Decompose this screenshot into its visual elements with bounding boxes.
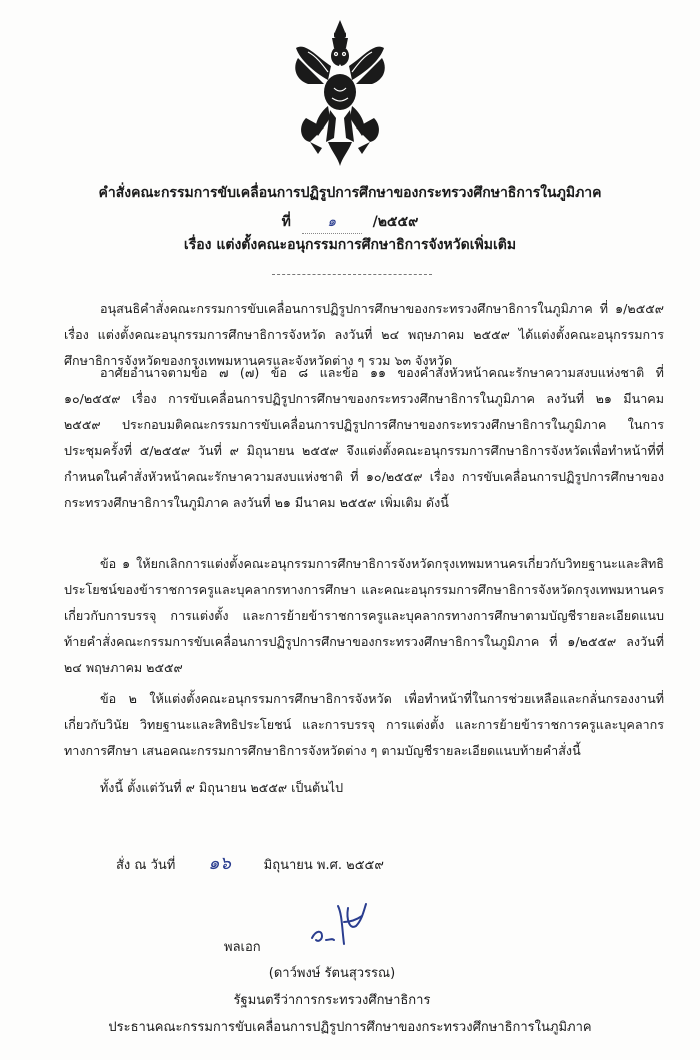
signatory-name: (ดาว์พงษ์ รัตนสุวรรณ) (268, 966, 396, 981)
order-date-month-year: มิถุนายน พ.ศ. ๒๕๕๙ (263, 858, 384, 873)
order-number (0, 211, 700, 234)
paragraph-clause-2: ข้อ ๒ ให้แต่งตั้งคณะอนุกรรมการศึกษาธิการจังหวัด เพื่อทำหน้าที่ในการช่วยเหลือและกลั่นกรองงานที่เกี่ยวกับวินัย วิทยฐานะและสิทธิประโยชน์ และการบรรจุ การแต่งตั้ง และการย้ายข้าราชการครูและบุคลากรทางการศึกษา เสนอคณะกรรมการศึกษาธิการจังหวัดต่าง ๆ ตามบัญชีรายละเอียดแนบท้ายคำสั่งนี้ (64, 691, 664, 758)
paragraph-preamble: อนุสนธิคำสั่งคณะกรรมการขับเคลื่อนการปฏิรูปการศึกษาของกระทรวงศึกษาธิการในภูมิภาค ที่ ๑/๒๕๕๙ เรื่อง แต่งตั้งคณะอนุกรรมการศึกษาธิการจังหวัด ลงวันที่ ๒๔ พฤษภาคม ๒๕๕๙ ได้แต่งตั้งคณะอนุกรรมการศึกษาธิการจังหวัดของกรุงเทพมหานครและจังหวัดต่าง ๆ รวม ๖๓ จังหวัด (64, 301, 664, 368)
order-number-handwritten: ๑ (302, 211, 362, 234)
order-subject: เรื่อง แต่งตั้งคณะอนุกรรมการศึกษาธิการจังหวัดเพิ่มเติม (183, 237, 517, 253)
paragraph-clause-1: ข้อ ๑ ให้ยกเลิกการแต่งตั้งคณะอนุกรรมการศึกษาธิการจังหวัดกรุงเทพมหานครเกี่ยวกับวิทยฐานะและสิทธิประโยชน์ของข้าราชการครูและบุคลากรทางการศึกษา และคณะอนุกรรมการศึกษาธิการจังหวัดกรุงเทพมหานครเกี่ยวกับการบรรจุ การแต่งตั้ง และการย้ายข้าราชการครูและบุคลากรทางการศึกษาตามบัญชีรายละเอียดแนบท้ายคำสั่งคณะกรรมการขับเคลื่อนการปฏิรูปการศึกษาของกระทรวงศึกษาธิการในภูมิภาค ที่ ๑/๒๕๕๙ ลงวันที่ ๒๔ พฤษภาคม ๒๕๕๙ (64, 556, 664, 675)
order-number-prefix: ที่ (281, 214, 291, 230)
signatory-role: ประธานคณะกรรมการขับเคลื่อนการปฏิรูปการศึกษาของกระทรวงศึกษาธิการในภูมิภาค (108, 1020, 592, 1035)
order-date-prefix: สั่ง ณ วันที่ (116, 858, 176, 873)
signatory-rank: พลเอก (224, 940, 261, 955)
order-date-line (116, 848, 384, 877)
paragraph-effective-date: ทั้งนี้ ตั้งแต่วันที่ ๙ มิถุนายน ๒๕๕๙ เป็นต้นไป (100, 780, 344, 795)
garuda-emblem (288, 18, 392, 168)
order-title: คำสั่งคณะกรรมการขับเคลื่อนการปฏิรูปการศึกษาของกระทรวงศึกษาธิการในภูมิภาค (98, 185, 602, 201)
order-date-day: ๑๖ (208, 853, 231, 874)
handwritten-signature (308, 900, 378, 950)
paragraph-authority: อาศัยอำนาจตามข้อ ๗ (๗) ข้อ ๘ และข้อ ๑๑ ของคำสั่งหัวหน้าคณะรักษาความสงบแห่งชาติ ที่ ๑๐/๒๕๕๙ เรื่อง การขับเคลื่อนการปฏิรูปการศึกษาของกระทรวงศึกษาธิการในภูมิภาค ลงวันที่ ๒๑ มีนาคม ๒๕๕๙ ประกอบมติคณะกรรมการขับเคลื่อนการปฏิรูปการศึกษาของกระทรวงศึกษาธิการในภูมิภาค ในการประชุมครั้งที่ ๕/๒๕๕๙ วันที่ ๙ มิถุนายน ๒๕๕๙ จึงแต่งตั้งคณะอนุกรรมการศึกษาธิการจังหวัดเพื่อทำหน้าที่ที่กำหนดในคำสั่งหัวหน้าคณะรักษาความสงบแห่งชาติ ที่ ๑๐/๒๕๕๙ เรื่อง การขับเคลื่อนการปฏิรูปการศึกษาของกระทรวงศึกษาธิการในภูมิภาค ลงวันที่ ๒๑ มีนาคม ๒๕๕๙ เพิ่มเติม ดังนี้ (64, 365, 664, 510)
signatory-position: รัฐมนตรีว่าการกระทรวงศึกษาธิการ (233, 993, 431, 1008)
order-number-suffix: /๒๕๕๙ (372, 214, 419, 230)
header-divider (272, 274, 432, 275)
